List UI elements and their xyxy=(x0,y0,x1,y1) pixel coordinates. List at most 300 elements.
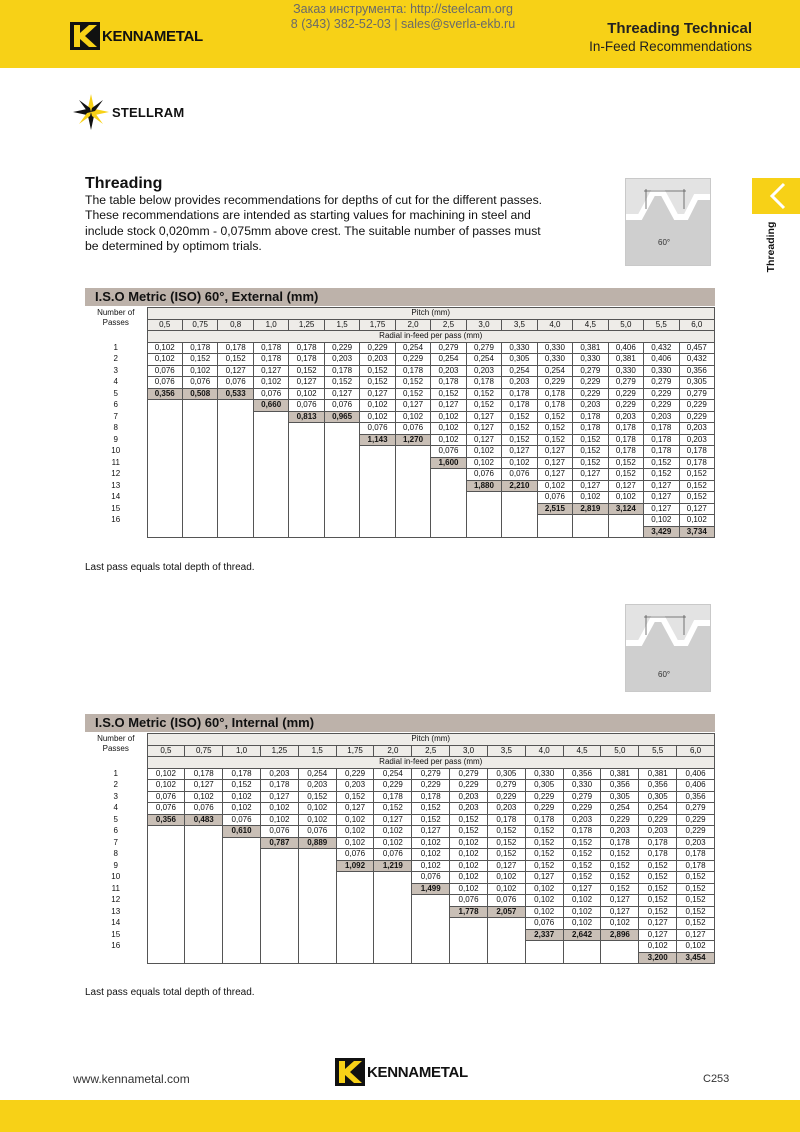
empty-cell xyxy=(218,446,253,458)
pitch-value: 0,75 xyxy=(185,745,223,757)
pass-number: 15 xyxy=(111,503,121,513)
infeed-cell: 0,356 xyxy=(677,791,715,803)
kennametal-wordmark: KENNAMETAL xyxy=(367,1063,468,1081)
infeed-cell: 0,178 xyxy=(525,814,563,826)
infeed-cell: 0,254 xyxy=(601,803,639,815)
empty-cell xyxy=(147,400,182,412)
passes-header-line: Number of xyxy=(97,733,135,743)
empty-cell xyxy=(223,883,261,895)
thread-profile-icon xyxy=(626,605,710,691)
table-row xyxy=(85,400,715,412)
pitch-value: 3,5 xyxy=(502,319,537,331)
infeed-cell: 0,305 xyxy=(679,377,714,389)
infeed-cell: 0,305 xyxy=(502,354,537,366)
table-row xyxy=(85,803,715,815)
infeed-cell: 0,152 xyxy=(450,826,488,838)
infeed-cell: 0,152 xyxy=(289,365,324,377)
pitch-value: 0,5 xyxy=(147,745,185,757)
infeed-cell: 0,152 xyxy=(412,814,450,826)
infeed-cell: 0,076 xyxy=(147,377,182,389)
infeed-cell: 0,178 xyxy=(537,388,572,400)
infeed-cell: 0,102 xyxy=(147,780,185,792)
pass-number: 16 xyxy=(111,515,121,525)
empty-cell xyxy=(395,492,430,504)
pitch-value: 5,5 xyxy=(639,745,677,757)
total-depth-cell: 2,057 xyxy=(487,906,525,918)
infeed-cell: 0,127 xyxy=(563,883,601,895)
empty-cell xyxy=(182,411,217,423)
table-row xyxy=(85,457,715,469)
infeed-cell: 0,127 xyxy=(537,469,572,481)
kennametal-wordmark: KENNAMETAL xyxy=(102,27,203,45)
table-row xyxy=(85,929,715,941)
infeed-cell: 0,127 xyxy=(487,860,525,872)
infeed-cell: 0,152 xyxy=(677,872,715,884)
infeed-cell: 0,127 xyxy=(679,503,714,515)
empty-cell xyxy=(147,526,182,538)
infeed-cell: 0,127 xyxy=(289,377,324,389)
pass-number: 6 xyxy=(113,400,118,410)
pass-number: 8 xyxy=(113,849,118,859)
infeed-cell: 0,381 xyxy=(608,354,643,366)
table-row xyxy=(85,515,715,527)
empty-cell xyxy=(466,492,501,504)
infeed-cell: 0,152 xyxy=(431,388,466,400)
infeed-cell: 0,279 xyxy=(466,342,501,354)
infeed-cell: 0,102 xyxy=(260,803,298,815)
infeed-cell: 0,279 xyxy=(487,780,525,792)
page-number: C253 xyxy=(703,1073,730,1085)
infeed-cell: 0,432 xyxy=(679,354,714,366)
infeed-cell: 0,203 xyxy=(601,826,639,838)
infeed-cell: 0,102 xyxy=(360,400,395,412)
infeed-cell: 0,254 xyxy=(374,768,412,780)
infeed-cell: 0,152 xyxy=(573,434,608,446)
infeed-cell: 0,127 xyxy=(639,918,677,930)
pass-number: 8 xyxy=(113,423,118,433)
infeed-cell: 0,356 xyxy=(639,780,677,792)
infeed-cell: 0,076 xyxy=(537,492,572,504)
empty-cell xyxy=(218,423,253,435)
passes-header-line: Number of xyxy=(97,307,135,317)
total-depth-cell: 0,660 xyxy=(253,400,288,412)
infeed-cell: 0,102 xyxy=(450,883,488,895)
total-depth-cell: 2,896 xyxy=(601,929,639,941)
order-line-1[interactable]: Заказ инструмента: http://steelcam.org xyxy=(293,2,513,16)
empty-cell xyxy=(289,423,324,435)
empty-cell xyxy=(374,952,412,964)
empty-cell xyxy=(182,446,217,458)
pitch-value: 2,0 xyxy=(374,745,412,757)
empty-cell xyxy=(431,480,466,492)
infeed-cell: 0,102 xyxy=(644,515,679,527)
empty-cell xyxy=(182,526,217,538)
empty-cell xyxy=(182,492,217,504)
internal-infeed-table xyxy=(85,733,715,964)
infeed-cell: 0,076 xyxy=(525,918,563,930)
infeed-cell: 0,102 xyxy=(601,918,639,930)
infeed-cell: 0,102 xyxy=(525,906,563,918)
total-depth-cell: 0,483 xyxy=(185,814,223,826)
empty-cell xyxy=(185,826,223,838)
infeed-cell: 0,152 xyxy=(360,377,395,389)
infeed-cell: 0,102 xyxy=(679,515,714,527)
empty-cell xyxy=(450,929,488,941)
footer-band xyxy=(0,1100,800,1132)
infeed-cell: 0,102 xyxy=(450,849,488,861)
total-depth-cell: 1,270 xyxy=(395,434,430,446)
infeed-cell: 0,178 xyxy=(374,791,412,803)
empty-cell xyxy=(253,423,288,435)
infeed-cell: 0,152 xyxy=(487,826,525,838)
infeed-cell: 0,229 xyxy=(679,400,714,412)
passes-header xyxy=(85,734,147,769)
infeed-cell: 0,127 xyxy=(573,469,608,481)
infeed-cell: 0,178 xyxy=(502,388,537,400)
empty-cell xyxy=(324,515,359,527)
empty-cell xyxy=(260,906,298,918)
radial-row xyxy=(85,331,715,343)
pass-number: 15 xyxy=(111,929,121,939)
infeed-cell: 0,102 xyxy=(677,941,715,953)
infeed-cell: 0,152 xyxy=(487,849,525,861)
infeed-cell: 0,330 xyxy=(537,342,572,354)
infeed-cell: 0,178 xyxy=(487,814,525,826)
infeed-cell: 0,229 xyxy=(487,791,525,803)
table-row xyxy=(85,837,715,849)
empty-cell xyxy=(223,918,261,930)
infeed-cell: 0,127 xyxy=(639,929,677,941)
infeed-cell: 0,152 xyxy=(336,791,374,803)
infeed-cell: 0,152 xyxy=(563,872,601,884)
infeed-cell: 0,178 xyxy=(644,434,679,446)
infeed-cell: 0,330 xyxy=(563,780,601,792)
infeed-cell: 0,178 xyxy=(289,342,324,354)
infeed-cell: 0,330 xyxy=(608,365,643,377)
infeed-cell: 0,178 xyxy=(218,342,253,354)
infeed-cell: 0,102 xyxy=(260,814,298,826)
total-depth-cell: 0,889 xyxy=(298,837,336,849)
infeed-cell: 0,152 xyxy=(677,895,715,907)
empty-cell xyxy=(182,434,217,446)
empty-cell xyxy=(336,941,374,953)
total-depth-cell: 1,143 xyxy=(360,434,395,446)
empty-cell xyxy=(185,872,223,884)
infeed-cell: 0,102 xyxy=(608,492,643,504)
infeed-cell: 0,127 xyxy=(185,780,223,792)
empty-cell xyxy=(298,872,336,884)
empty-cell xyxy=(395,457,430,469)
empty-cell xyxy=(218,515,253,527)
infeed-cell: 0,330 xyxy=(525,768,563,780)
infeed-cell: 0,152 xyxy=(677,906,715,918)
infeed-cell: 0,127 xyxy=(573,480,608,492)
pass-number: 13 xyxy=(111,480,121,490)
pass-number: 4 xyxy=(113,803,118,813)
pitch-value: 4,0 xyxy=(525,745,563,757)
empty-cell xyxy=(374,883,412,895)
empty-cell xyxy=(253,526,288,538)
empty-cell xyxy=(487,918,525,930)
infeed-cell: 0,178 xyxy=(608,446,643,458)
empty-cell xyxy=(298,860,336,872)
kennametal-k-icon xyxy=(335,1058,365,1086)
infeed-cell: 0,102 xyxy=(412,849,450,861)
infeed-cell: 0,203 xyxy=(431,365,466,377)
empty-cell xyxy=(147,906,185,918)
total-depth-cell: 0,533 xyxy=(218,388,253,400)
infeed-cell: 0,254 xyxy=(395,342,430,354)
pass-number xyxy=(85,526,147,538)
infeed-cell: 0,203 xyxy=(679,434,714,446)
pitch-value: 0,5 xyxy=(147,319,182,331)
empty-cell xyxy=(147,469,182,481)
empty-cell xyxy=(601,941,639,953)
empty-cell xyxy=(147,883,185,895)
infeed-cell: 0,203 xyxy=(260,768,298,780)
empty-cell xyxy=(431,503,466,515)
internal-note: Last pass equals total depth of thread. xyxy=(85,987,255,998)
empty-cell xyxy=(395,446,430,458)
pitch-value: 3,5 xyxy=(487,745,525,757)
empty-cell xyxy=(289,446,324,458)
table-row xyxy=(85,354,715,366)
infeed-cell: 0,102 xyxy=(563,906,601,918)
infeed-cell: 0,178 xyxy=(253,354,288,366)
empty-cell xyxy=(147,837,185,849)
infeed-cell: 0,356 xyxy=(601,780,639,792)
pitch-row xyxy=(85,319,715,331)
infeed-cell: 0,076 xyxy=(374,849,412,861)
pass-number: 14 xyxy=(111,492,121,502)
infeed-cell: 0,178 xyxy=(639,849,677,861)
infeed-cell: 0,076 xyxy=(466,469,501,481)
empty-cell xyxy=(360,503,395,515)
infeed-cell: 0,102 xyxy=(147,768,185,780)
pitch-value: 6,0 xyxy=(679,319,714,331)
passes-header-line: Passes xyxy=(102,317,129,327)
infeed-cell: 0,127 xyxy=(336,803,374,815)
infeed-cell: 0,229 xyxy=(525,803,563,815)
infeed-cell: 0,152 xyxy=(639,906,677,918)
empty-cell xyxy=(412,941,450,953)
empty-cell xyxy=(374,906,412,918)
empty-cell xyxy=(223,952,261,964)
infeed-cell: 0,152 xyxy=(573,457,608,469)
empty-cell xyxy=(289,515,324,527)
infeed-cell: 0,076 xyxy=(395,423,430,435)
infeed-cell: 0,152 xyxy=(677,883,715,895)
empty-cell xyxy=(487,929,525,941)
pitch-value: 0,8 xyxy=(218,319,253,331)
infeed-cell: 0,102 xyxy=(360,411,395,423)
empty-cell xyxy=(412,952,450,964)
empty-cell xyxy=(185,952,223,964)
empty-cell xyxy=(147,860,185,872)
title-line-1: Threading Technical xyxy=(607,20,752,37)
infeed-cell: 0,076 xyxy=(289,400,324,412)
empty-cell xyxy=(466,515,501,527)
empty-cell xyxy=(573,515,608,527)
internal-table-header xyxy=(85,714,715,732)
infeed-cell: 0,127 xyxy=(360,388,395,400)
infeed-cell: 0,178 xyxy=(677,849,715,861)
empty-cell xyxy=(466,503,501,515)
website-link[interactable]: www.kennametal.com xyxy=(73,1072,190,1086)
empty-cell xyxy=(573,526,608,538)
infeed-cell: 0,102 xyxy=(466,446,501,458)
infeed-cell: 0,076 xyxy=(185,803,223,815)
infeed-cell: 0,178 xyxy=(412,791,450,803)
pitch-value: 1,5 xyxy=(298,745,336,757)
empty-cell xyxy=(537,515,572,527)
empty-cell xyxy=(147,826,185,838)
total-depth-cell: 0,508 xyxy=(182,388,217,400)
infeed-cell: 0,152 xyxy=(679,469,714,481)
empty-cell xyxy=(374,872,412,884)
total-depth-cell: 0,356 xyxy=(147,814,185,826)
infeed-cell: 0,254 xyxy=(431,354,466,366)
empty-cell xyxy=(412,929,450,941)
empty-cell xyxy=(147,503,182,515)
pass-number: 11 xyxy=(111,883,120,893)
empty-cell xyxy=(260,872,298,884)
table-row xyxy=(85,849,715,861)
infeed-cell: 0,305 xyxy=(639,791,677,803)
empty-cell xyxy=(147,941,185,953)
table-row xyxy=(85,814,715,826)
infeed-cell: 0,127 xyxy=(537,446,572,458)
infeed-cell: 0,127 xyxy=(466,423,501,435)
total-depth-cell: 2,819 xyxy=(573,503,608,515)
pitch-value: 1,5 xyxy=(324,319,359,331)
table-row xyxy=(85,388,715,400)
infeed-cell: 0,229 xyxy=(679,411,714,423)
stellram-star-icon xyxy=(72,92,110,132)
infeed-cell: 0,152 xyxy=(487,837,525,849)
infeed-cell: 0,203 xyxy=(608,411,643,423)
infeed-cell: 0,102 xyxy=(185,791,223,803)
infeed-cell: 0,152 xyxy=(601,872,639,884)
table-row xyxy=(85,768,715,780)
infeed-cell: 0,229 xyxy=(677,814,715,826)
empty-cell xyxy=(466,526,501,538)
infeed-cell: 0,152 xyxy=(298,791,336,803)
pitch-value: 2,5 xyxy=(431,319,466,331)
infeed-cell: 0,381 xyxy=(639,768,677,780)
intro-line: The table below provides recommendations for depths of cut for the different passes. xyxy=(85,193,543,207)
total-depth-cell: 0,813 xyxy=(289,411,324,423)
thread-profile-icon xyxy=(626,179,710,265)
empty-cell xyxy=(253,492,288,504)
infeed-cell: 0,203 xyxy=(679,423,714,435)
infeed-cell: 0,178 xyxy=(639,837,677,849)
table-row xyxy=(85,503,715,515)
infeed-cell: 0,305 xyxy=(525,780,563,792)
infeed-cell: 0,406 xyxy=(677,780,715,792)
empty-cell xyxy=(185,918,223,930)
empty-cell xyxy=(218,469,253,481)
empty-cell xyxy=(253,503,288,515)
empty-cell xyxy=(487,952,525,964)
table-row xyxy=(85,377,715,389)
infeed-cell: 0,152 xyxy=(395,377,430,389)
empty-cell xyxy=(608,526,643,538)
empty-cell xyxy=(324,492,359,504)
infeed-cell: 0,152 xyxy=(218,354,253,366)
infeed-cell: 0,229 xyxy=(677,826,715,838)
infeed-cell: 0,178 xyxy=(324,365,359,377)
table-row xyxy=(85,952,715,964)
infeed-cell: 0,229 xyxy=(395,354,430,366)
infeed-cell: 0,203 xyxy=(450,791,488,803)
infeed-cell: 0,127 xyxy=(395,400,430,412)
infeed-cell: 0,076 xyxy=(147,791,185,803)
table-row xyxy=(85,883,715,895)
total-depth-cell: 1,219 xyxy=(374,860,412,872)
empty-cell xyxy=(260,929,298,941)
infeed-cell: 0,152 xyxy=(608,469,643,481)
infeed-cell: 0,178 xyxy=(601,837,639,849)
infeed-cell: 0,127 xyxy=(502,446,537,458)
pass-number: 10 xyxy=(111,872,121,882)
pass-number: 11 xyxy=(111,457,120,467)
empty-cell xyxy=(502,503,537,515)
pass-number: 7 xyxy=(113,837,118,847)
infeed-cell: 0,203 xyxy=(450,803,488,815)
infeed-cell: 0,152 xyxy=(525,849,563,861)
infeed-cell: 0,152 xyxy=(563,837,601,849)
infeed-cell: 0,076 xyxy=(147,365,182,377)
side-tab[interactable] xyxy=(752,178,800,214)
empty-cell xyxy=(450,952,488,964)
infeed-cell: 0,127 xyxy=(466,411,501,423)
total-depth-cell: 1,092 xyxy=(336,860,374,872)
empty-cell xyxy=(395,515,430,527)
empty-cell xyxy=(253,434,288,446)
radial-header: Radial in-feed per pass (mm) xyxy=(147,757,715,769)
total-depth-cell: 1,600 xyxy=(431,457,466,469)
empty-cell xyxy=(298,849,336,861)
pitch-value: 1,25 xyxy=(289,319,324,331)
table-row xyxy=(85,918,715,930)
infeed-cell: 0,102 xyxy=(253,377,288,389)
infeed-cell: 0,152 xyxy=(601,849,639,861)
empty-cell xyxy=(147,929,185,941)
intro-line: be determined by optimom trials. xyxy=(85,238,262,253)
order-line-2[interactable]: 8 (343) 382-52-03 | sales@sverla-ekb.ru xyxy=(290,17,516,31)
table-row xyxy=(85,480,715,492)
infeed-cell: 0,102 xyxy=(336,837,374,849)
radial-header: Radial in-feed per pass (mm) xyxy=(147,331,715,343)
infeed-cell: 0,229 xyxy=(537,377,572,389)
empty-cell xyxy=(253,411,288,423)
empty-cell xyxy=(147,423,182,435)
infeed-cell: 0,102 xyxy=(147,354,182,366)
infeed-cell: 0,102 xyxy=(487,883,525,895)
intro-line: include stock 0,020mm - 0,075mm above crest. The suitable number of passes must xyxy=(85,223,541,238)
infeed-cell: 0,076 xyxy=(487,895,525,907)
pitch-value: 5,5 xyxy=(644,319,679,331)
total-depth-cell: 0,610 xyxy=(223,826,261,838)
infeed-cell: 0,076 xyxy=(412,872,450,884)
empty-cell xyxy=(218,480,253,492)
infeed-cell: 0,127 xyxy=(412,826,450,838)
infeed-cell: 0,178 xyxy=(395,365,430,377)
infeed-cell: 0,203 xyxy=(573,400,608,412)
intro-heading: Threading xyxy=(85,175,163,192)
empty-cell xyxy=(360,526,395,538)
